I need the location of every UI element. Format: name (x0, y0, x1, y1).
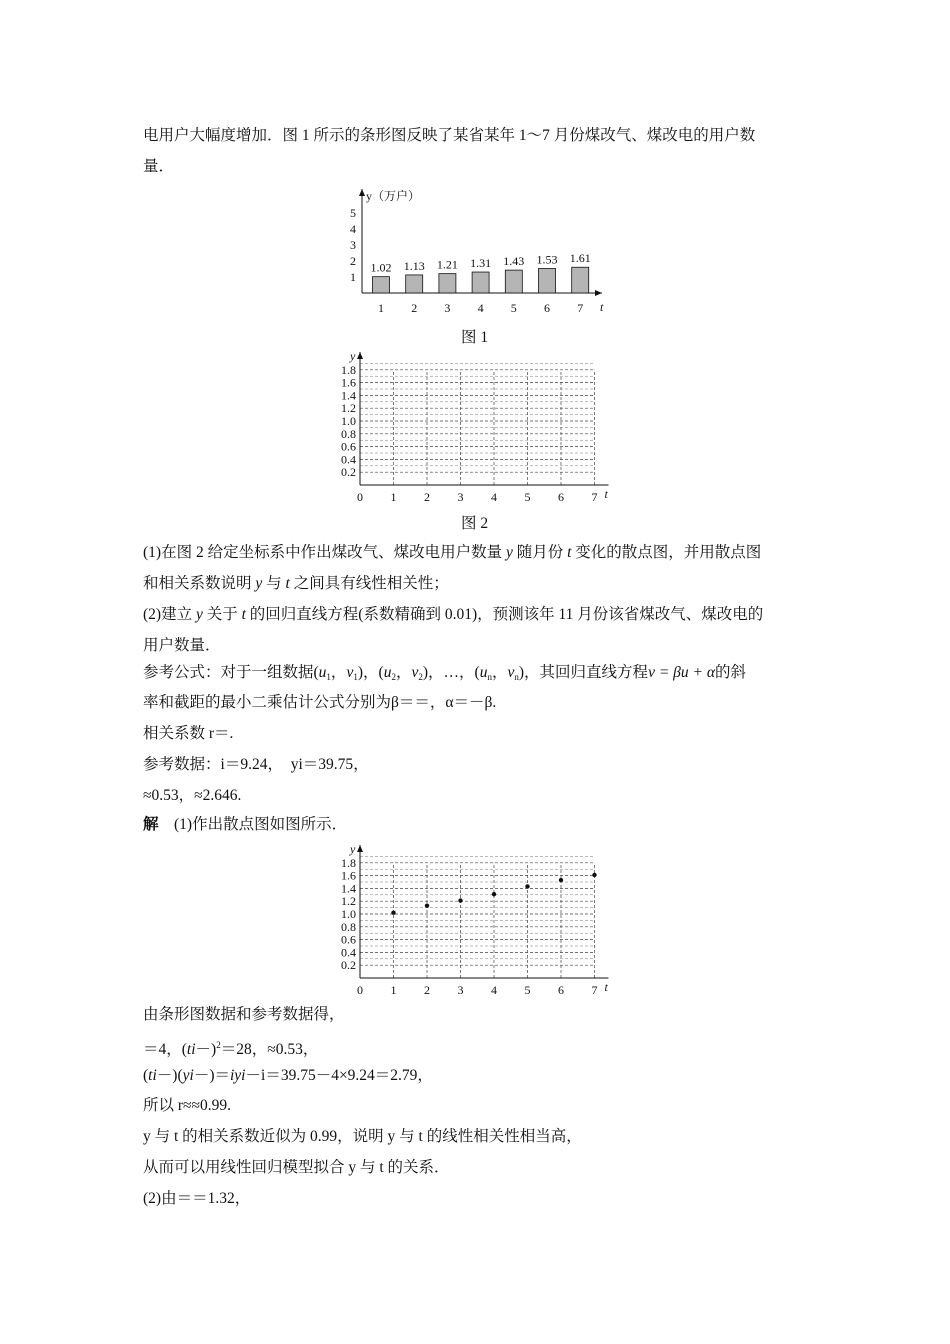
bar (472, 272, 489, 293)
y-tick-label: 1.4 (341, 388, 356, 403)
y-axis-label: y (350, 349, 356, 363)
formula-line-5: ≈0.53，≈2.646. (143, 787, 242, 804)
y-axis-label: y（万户） (366, 189, 421, 203)
x-tick-label: 6 (558, 490, 564, 504)
figure-2-caption: 图 2 (461, 515, 489, 532)
solution-line-5: y 与 t 的相关系数近似为 0.99，说明 y 与 t 的线性相关性相当高， (143, 1128, 582, 1145)
bar-value-label: 1.43 (503, 254, 525, 269)
y-tick-label: 1.4 (341, 881, 356, 896)
x-tick-label: 1 (390, 490, 397, 504)
y-tick-label: 1.8 (341, 855, 356, 870)
x-axis-label: t (604, 980, 608, 994)
bar (539, 269, 556, 293)
y-axis-label: y (350, 842, 356, 856)
y-tick-label: 0.4 (341, 452, 356, 467)
scatter-point (592, 873, 596, 877)
solution-line-3: (ti－)(yi－)＝iyi－i＝39.75－4×9.24＝2.79， (143, 1067, 433, 1084)
y-tick-label: 2 (350, 254, 356, 268)
scatter-point (425, 903, 429, 907)
scatter-point (525, 884, 529, 888)
scatter-point (458, 898, 462, 902)
x-tick-label: 6 (544, 301, 550, 315)
x-axis-arrow (595, 290, 602, 296)
y-axis-arrow (359, 189, 365, 196)
y-tick-label: 1.6 (341, 868, 356, 883)
bar (406, 275, 423, 293)
origin-label: 0 (357, 983, 363, 997)
y-tick-label: 1.6 (341, 375, 356, 390)
formula-line-1: 参考公式：对于一组数据($u_1$，$v_1$)，($u_2$，$v_2$)，…，($u_n$，$v_n$)，其回归直线方程v = βu + α的斜 (143, 664, 746, 682)
x-tick-label: 5 (524, 490, 531, 504)
y-tick-label: 0.2 (341, 465, 356, 480)
y-tick-label: 0.6 (341, 932, 356, 947)
x-axis-label: t (600, 300, 604, 314)
scatter-point (492, 892, 496, 896)
y-tick-label: 0.6 (341, 439, 356, 454)
solution-line-6: 从而可以用线性回归模型拟合 y 与 t 的关系． (143, 1159, 450, 1176)
x-tick-label: 4 (491, 983, 497, 997)
y-tick-label: 1.2 (341, 894, 356, 909)
bar (439, 274, 456, 293)
x-tick-label: 6 (558, 983, 564, 997)
scatter-point (391, 911, 395, 915)
x-tick-label: 1 (390, 983, 397, 997)
bar-value-label: 1.31 (470, 256, 492, 271)
x-tick-label: 5 (510, 301, 517, 315)
figure-1-caption: 图 1 (461, 329, 489, 346)
y-tick-label: 1 (350, 270, 356, 284)
formula-line-3: 相关系数 r＝. (143, 725, 234, 742)
bar-value-label: 1.53 (536, 252, 558, 267)
figure-2-grid (335, 350, 625, 505)
x-tick-label: 2 (424, 490, 430, 504)
bar-value-label: 1.21 (436, 257, 458, 272)
x-tick-label: 2 (424, 983, 430, 997)
x-tick-label: 7 (591, 983, 598, 997)
x-axis-label: t (604, 487, 608, 501)
x-tick-label: 7 (577, 301, 584, 315)
scatter-point (559, 878, 563, 882)
x-tick-label: 4 (477, 301, 484, 315)
x-tick-label: 1 (378, 301, 384, 315)
bar (373, 277, 390, 293)
bar-value-label: 1.02 (370, 260, 392, 275)
y-tick-label: 1.2 (341, 401, 356, 416)
x-tick-label: 2 (411, 301, 418, 315)
solution-line-1: 由条形图数据和参考数据得， (143, 1006, 345, 1023)
y-tick-label: 0.8 (341, 919, 356, 934)
y-tick-label: 0.2 (341, 958, 356, 973)
question-1-line-2: 和相关系数说明 y 与 t 之间具有线性相关性； (143, 575, 449, 592)
x-tick-label: 4 (491, 490, 497, 504)
solution-line-2: ＝4，$(ti-)^2=28$，≈0.53， (143, 1040, 319, 1058)
y-axis-arrow (357, 352, 363, 359)
y-axis-arrow (357, 845, 363, 852)
intro-line-1: 电用户大幅度增加．图 1 所示的条形图反映了某省某年 1～7 月份煤改气、煤改电的用户数 (143, 127, 756, 144)
solution-line-4: 所以 r≈≈0.99. (143, 1097, 232, 1114)
y-tick-label: 3 (350, 238, 356, 252)
solution-line-7: (2)由＝＝1.32， (143, 1190, 251, 1207)
question-2-line-1: (2)建立 y 关于 t 的回归直线方程(系数精确到 0.01)，预测该年 11 月份该省煤改气、煤改电的 (143, 606, 764, 623)
question-2-line-2: 用户数量． (143, 637, 221, 654)
question-1-line-1: (1)在图 2 给定坐标系中作出煤改气、煤改电用户数量 y 随月份 t 变化的散点图，并用散点图 (143, 544, 762, 561)
y-tick-label: 1.0 (341, 907, 356, 921)
y-tick-label: 1.8 (341, 362, 356, 377)
figure-3-scatter-plot (335, 843, 625, 998)
y-tick-label: 4 (350, 222, 356, 236)
intro-line-2: 量． (143, 158, 175, 175)
x-tick-label: 3 (444, 301, 451, 315)
formula-line-4: 参考数据：i＝9.24， yi＝39.75， (143, 756, 369, 773)
y-tick-label: 1.0 (341, 414, 356, 428)
x-tick-label: 3 (457, 490, 464, 504)
x-tick-label: 7 (591, 490, 598, 504)
x-tick-label: 5 (524, 983, 531, 997)
figure-1-bar-chart (340, 185, 620, 325)
bar (505, 270, 522, 293)
bar-value-label: 1.13 (403, 258, 425, 273)
y-tick-label: 0.4 (341, 945, 356, 960)
bar-value-label: 1.61 (569, 251, 591, 266)
origin-label: 0 (357, 490, 363, 504)
solution-heading: 解 (1)作出散点图如图所示． (143, 816, 348, 833)
y-tick-label: 5 (350, 206, 356, 220)
x-tick-label: 3 (457, 983, 464, 997)
formula-line-2: 率和截距的最小二乘估计公式分别为β＝＝，α＝－β. (143, 694, 497, 711)
bar (572, 267, 589, 293)
y-tick-label: 0.8 (341, 426, 356, 441)
